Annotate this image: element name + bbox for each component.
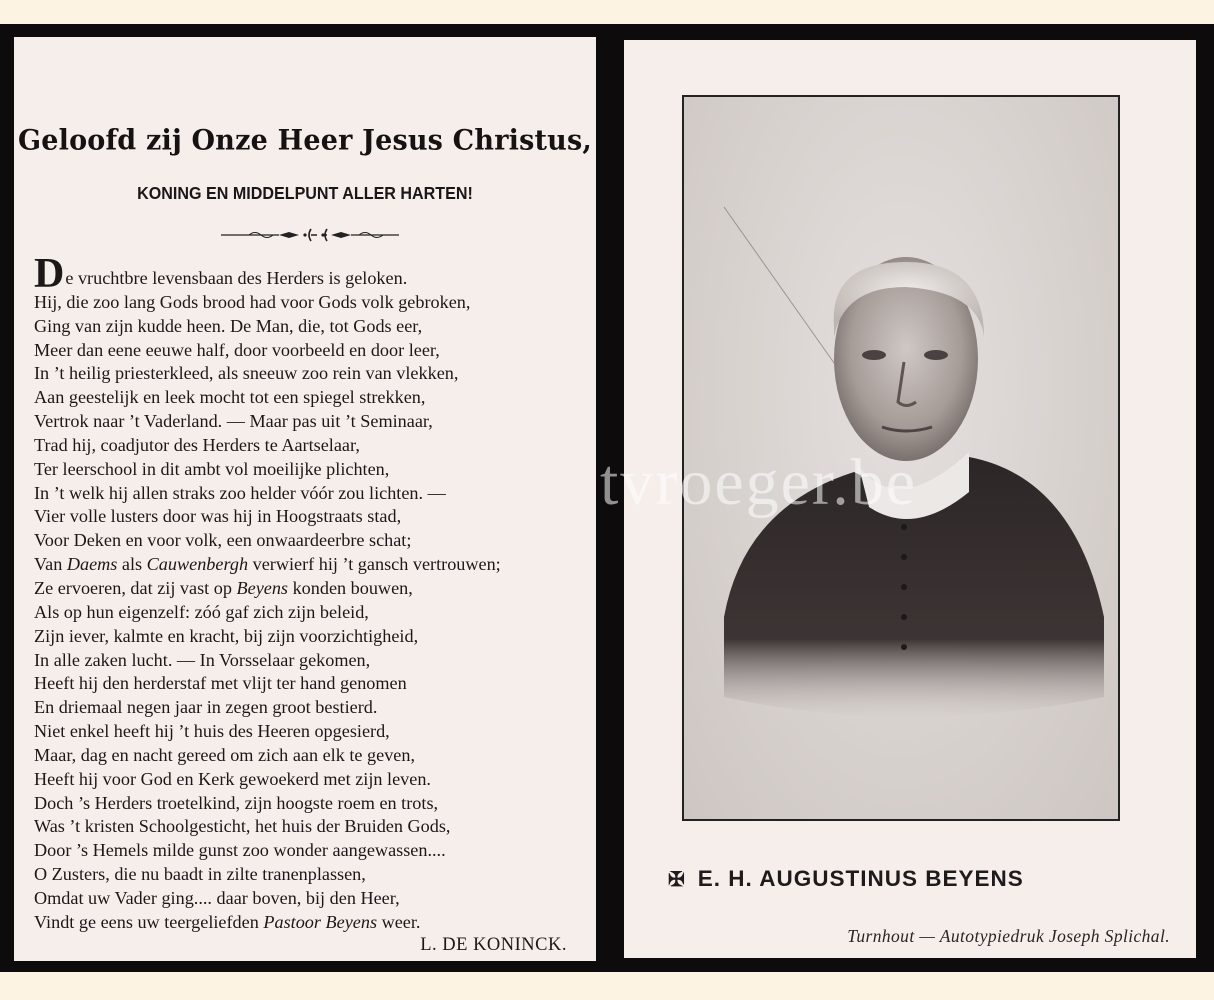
- poem-line: [34, 696, 594, 720]
- poem-fragment: Heeft hij voor God en Kerk gewoekerd met zijn leven.: [34, 768, 431, 789]
- poem-line: [34, 410, 594, 434]
- poem-line: [34, 529, 594, 553]
- poem-line: [34, 458, 594, 482]
- poem-fragment: Omdat uw Vader ging.... daar boven, bij den Heer,: [34, 887, 400, 908]
- poem-author: L. DE KONINCK.: [420, 935, 567, 955]
- poem-fragment: Vindt ge eens uw teergeliefden: [34, 911, 264, 932]
- poem-line: [34, 291, 594, 315]
- poem-fragment: Voor Deken en voor volk, een onwaardeerbre schat;: [34, 530, 412, 551]
- poem-fragment: Ze ervoeren, dat zij vast op: [34, 577, 237, 598]
- poem-fragment: als: [117, 554, 147, 575]
- poem-fragment: Zijn iever, kalmte en kracht, bij zijn voorzichtigheid,: [34, 625, 419, 646]
- poem-emphasis: Pastoor Beyens: [263, 911, 378, 932]
- poem-fragment: e vruchtbre levensbaan des Herders is geloken.: [65, 268, 408, 288]
- poem-fragment: Hij, die zoo lang Gods brood had voor Gods volk gebroken,: [34, 291, 471, 312]
- deceased-name: [668, 866, 1024, 892]
- poem-fragment: O Zusters, die nu baadt in zilte tranenplassen,: [34, 864, 366, 885]
- poem-line: [34, 792, 594, 816]
- poem-line: [34, 887, 594, 911]
- maltese-cross-icon: ✠: [668, 869, 686, 891]
- poem-line: [34, 339, 594, 363]
- poem-line: [34, 672, 594, 696]
- poem-line: [34, 649, 594, 673]
- poem-line: [34, 251, 594, 297]
- portrait-card: [624, 40, 1196, 958]
- poem-fragment: Ter leerschool in dit ambt vol moeilijke plichten,: [34, 458, 390, 479]
- poem-fragment: Vertrok naar ’t Vaderland. — Maar pas uit ’t Seminaar,: [34, 411, 433, 432]
- poem-fragment: Doch ’s Herders troetelkind, zijn hoogste roem en trots,: [34, 792, 439, 813]
- printer-credit: Turnhout — Autotypiedruk Joseph Splichal.: [847, 926, 1170, 946]
- poem-line: [34, 505, 594, 529]
- poem-line: [34, 577, 594, 601]
- poem-fragment: Heeft hij den herderstaf met vlijt ter hand genomen: [34, 673, 407, 694]
- poem-fragment: verwierf hij ’t gansch vertrouwen;: [248, 554, 501, 575]
- poem-fragment: Was ’t kristen Schoolgesticht, het huis der Bruiden Gods,: [34, 816, 451, 837]
- poem-line: [34, 720, 594, 744]
- poem-line: [34, 362, 594, 386]
- poem-line: [34, 911, 594, 935]
- poem-text: [34, 251, 594, 935]
- drop-cap: D: [34, 251, 65, 297]
- poem-line: [34, 434, 594, 458]
- poem-fragment: Niet enkel heeft hij ’t huis des Heeren opgesierd,: [34, 721, 390, 742]
- poem-fragment: In ’t welk hij allen straks zoo helder vóór zou lichten. —: [34, 482, 446, 503]
- poem-fragment: Als op hun eigenzelf: zóó gaf zich zijn beleid,: [34, 601, 369, 622]
- poem-line: [34, 386, 594, 410]
- poem-fragment: En driemaal negen jaar in zegen groot bestierd.: [34, 697, 378, 718]
- poem-fragment: Vier volle lusters door was hij in Hoogstraats stad,: [34, 506, 402, 527]
- name-text: E. H. AUGUSTINUS BEYENS: [697, 866, 1024, 891]
- poem-fragment: weer.: [377, 911, 421, 932]
- poem-line: [34, 768, 594, 792]
- poem-card: [14, 37, 596, 961]
- flourish-ornament-icon: [219, 225, 404, 245]
- card-title: Geloofd zij Onze Heer Jesus Christus,: [17, 124, 592, 157]
- poem-line: [34, 553, 594, 577]
- poem-fragment: Door ’s Hemels milde gunst zoo wonder aangewassen....: [34, 840, 446, 861]
- poem-line: [34, 482, 594, 506]
- poem-fragment: Trad hij, coadjutor des Herders te Aartselaar,: [34, 434, 360, 455]
- poem-fragment: konden bouwen,: [288, 577, 413, 598]
- poem-line: [34, 863, 594, 887]
- poem-fragment: Aan geestelijk en leek mocht tot een spiegel strekken,: [34, 387, 426, 408]
- poem-line: [34, 839, 594, 863]
- poem-line: [34, 315, 594, 339]
- poem-emphasis: Beyens: [236, 577, 289, 598]
- poem-line: [34, 815, 594, 839]
- poem-line: [34, 744, 594, 768]
- poem-emphasis: Daems: [66, 554, 118, 575]
- poem-line: [34, 601, 594, 625]
- priest-portrait-image: [684, 97, 1118, 819]
- poem-fragment: Ging van zijn kudde heen. De Man, die, tot Gods eer,: [34, 315, 423, 336]
- poem-fragment: In ’t heilig priesterkleed, als sneeuw zoo rein van vlekken,: [34, 363, 459, 384]
- card-subtitle: KONING EN MIDDELPUNT ALLER HARTEN!: [137, 183, 473, 203]
- poem-fragment: In alle zaken lucht. — In Vorsselaar gekomen,: [34, 649, 371, 670]
- poem-fragment: Maar, dag en nacht gereed om zich aan elk te geven,: [34, 744, 416, 765]
- poem-fragment: Van: [34, 554, 67, 575]
- poem-line: [34, 625, 594, 649]
- watermark: tvroeger.be: [600, 446, 918, 519]
- portrait-photo: [682, 95, 1120, 821]
- poem-fragment: Meer dan eene eeuwe half, door voorbeeld en door leer,: [34, 339, 440, 360]
- poem-emphasis: Cauwenbergh: [146, 554, 249, 575]
